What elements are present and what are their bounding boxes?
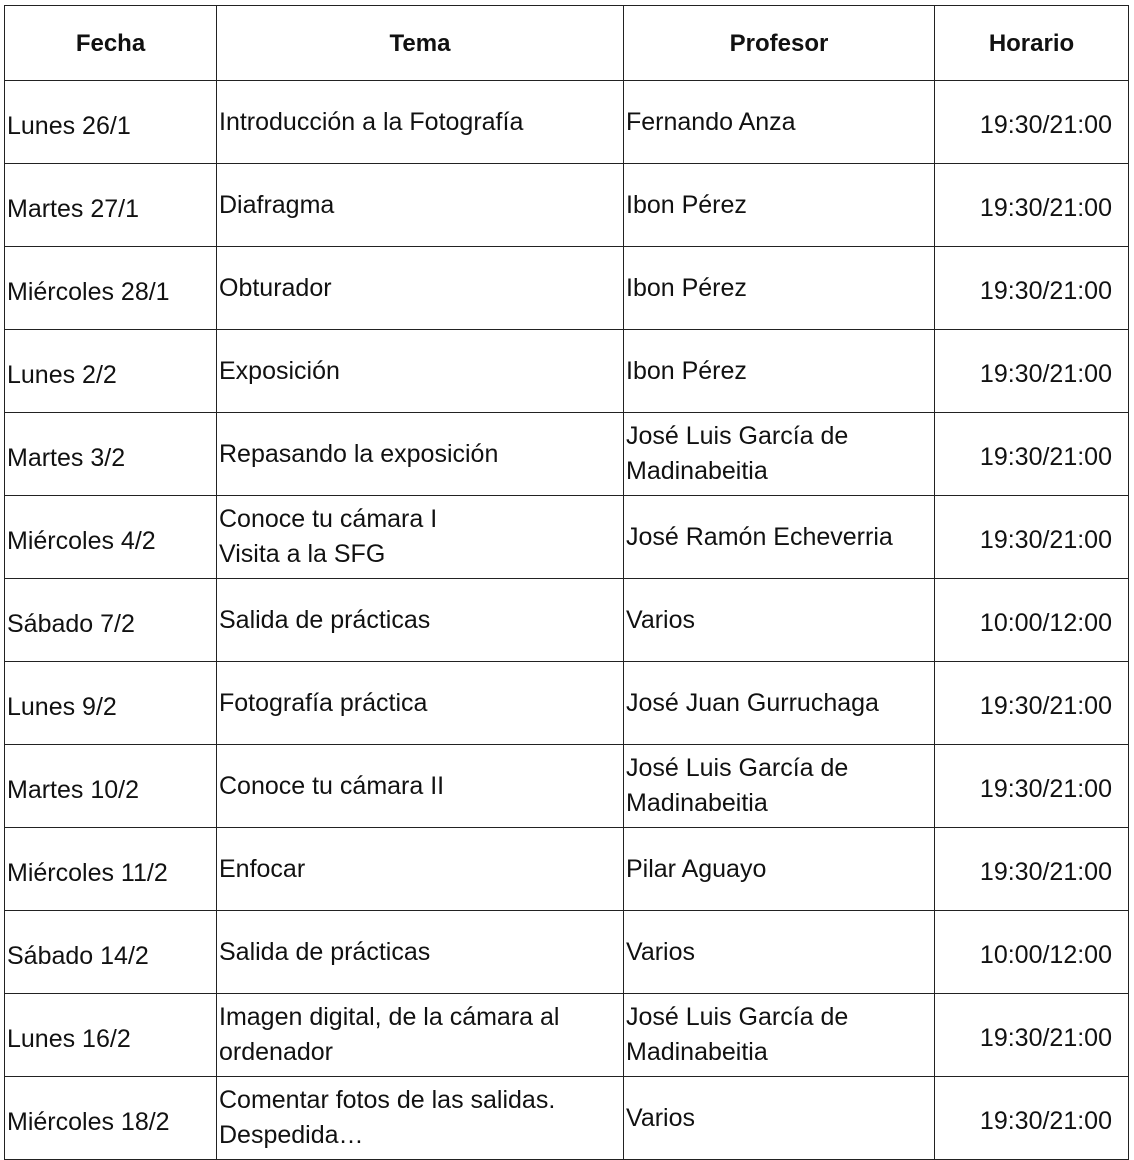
cell-fecha: Miércoles 18/2	[5, 1077, 217, 1160]
cell-horario: 19:30/21:00	[935, 1077, 1129, 1160]
table-row	[5, 330, 1129, 413]
header-row	[5, 6, 1129, 81]
tema-line: Despedida…	[219, 1121, 364, 1149]
tema-line: Comentar fotos de las salidas.	[219, 1086, 556, 1114]
cell-fecha: Lunes 9/2	[5, 662, 217, 745]
cell-tema	[217, 579, 624, 662]
cell-profesor	[624, 496, 935, 579]
cell-tema	[217, 81, 624, 164]
cell-fecha: Martes 27/1	[5, 164, 217, 247]
table-row	[5, 662, 1129, 745]
cell-profesor	[624, 413, 935, 496]
table-row	[5, 81, 1129, 164]
header-horario: Horario	[935, 6, 1129, 81]
profesor-line: José Juan Gurruchaga	[626, 688, 879, 717]
tema-line: Obturador	[219, 273, 332, 302]
cell-horario: 19:30/21:00	[935, 164, 1129, 247]
profesor-line: José Luis García de	[626, 754, 849, 782]
profesor-line: Madinabeitia	[626, 789, 768, 817]
cell-fecha: Martes 3/2	[5, 413, 217, 496]
profesor-line: Pilar Aguayo	[626, 854, 767, 883]
cell-tema	[217, 662, 624, 745]
tema-line: Repasando la exposición	[219, 439, 499, 468]
cell-horario: 19:30/21:00	[935, 330, 1129, 413]
cell-profesor	[624, 247, 935, 330]
cell-horario: 19:30/21:00	[935, 745, 1129, 828]
profesor-line: José Luis García de	[626, 422, 849, 450]
tema-line: ordenador	[219, 1038, 333, 1066]
cell-tema	[217, 330, 624, 413]
cell-horario: 19:30/21:00	[935, 662, 1129, 745]
tema-line: Diafragma	[219, 190, 335, 219]
tema-line: Imagen digital, de la cámara al	[219, 1003, 560, 1031]
cell-horario: 10:00/12:00	[935, 911, 1129, 994]
cell-tema	[217, 164, 624, 247]
profesor-line: Fernando Anza	[626, 107, 796, 136]
cell-tema	[217, 496, 624, 579]
cell-profesor	[624, 828, 935, 911]
cell-horario: 19:30/21:00	[935, 247, 1129, 330]
cell-fecha: Miércoles 28/1	[5, 247, 217, 330]
profesor-line: Ibon Pérez	[626, 356, 747, 385]
cell-fecha: Miércoles 11/2	[5, 828, 217, 911]
cell-tema	[217, 1077, 624, 1160]
table-row	[5, 496, 1129, 579]
table-header	[5, 6, 1129, 81]
schedule-table	[4, 5, 1129, 1160]
profesor-line: José Ramón Echeverria	[626, 522, 893, 551]
cell-tema	[217, 994, 624, 1077]
cell-profesor	[624, 745, 935, 828]
cell-horario: 10:00/12:00	[935, 579, 1129, 662]
header-profesor: Profesor	[624, 6, 935, 81]
cell-profesor	[624, 911, 935, 994]
profesor-line: José Luis García de	[626, 1003, 849, 1031]
cell-horario: 19:30/21:00	[935, 413, 1129, 496]
tema-line: Introducción a la Fotografía	[219, 107, 524, 136]
cell-fecha: Martes 10/2	[5, 745, 217, 828]
cell-fecha: Lunes 26/1	[5, 81, 217, 164]
header-tema: Tema	[217, 6, 624, 81]
tema-line: Fotografía práctica	[219, 688, 428, 717]
cell-tema	[217, 247, 624, 330]
cell-profesor	[624, 579, 935, 662]
tema-line: Enfocar	[219, 854, 306, 883]
table-row	[5, 911, 1129, 994]
tema-line: Exposición	[219, 356, 340, 385]
table-row	[5, 413, 1129, 496]
cell-horario: 19:30/21:00	[935, 81, 1129, 164]
profesor-line: Madinabeitia	[626, 457, 768, 485]
cell-profesor	[624, 330, 935, 413]
cell-tema	[217, 745, 624, 828]
tema-line: Salida de prácticas	[219, 937, 431, 966]
cell-tema	[217, 911, 624, 994]
profesor-line: Varios	[626, 1103, 696, 1132]
table-row	[5, 994, 1129, 1077]
tema-line: Conoce tu cámara II	[219, 771, 445, 800]
table-row	[5, 164, 1129, 247]
cell-profesor	[624, 1077, 935, 1160]
tema-line: Salida de prácticas	[219, 605, 431, 634]
cell-fecha: Lunes 16/2	[5, 994, 217, 1077]
table-body	[5, 81, 1129, 1160]
cell-tema	[217, 413, 624, 496]
cell-profesor	[624, 994, 935, 1077]
cell-fecha: Sábado 7/2	[5, 579, 217, 662]
cell-tema	[217, 828, 624, 911]
profesor-line: Ibon Pérez	[626, 190, 747, 219]
profesor-line: Varios	[626, 605, 696, 634]
cell-horario: 19:30/21:00	[935, 828, 1129, 911]
header-fecha: Fecha	[5, 6, 217, 81]
table-row	[5, 579, 1129, 662]
cell-fecha: Miércoles 4/2	[5, 496, 217, 579]
tema-line: Conoce tu cámara I	[219, 505, 438, 533]
profesor-line: Varios	[626, 937, 696, 966]
profesor-line: Ibon Pérez	[626, 273, 747, 302]
cell-horario: 19:30/21:00	[935, 496, 1129, 579]
cell-fecha: Sábado 14/2	[5, 911, 217, 994]
cell-horario: 19:30/21:00	[935, 994, 1129, 1077]
cell-fecha: Lunes 2/2	[5, 330, 217, 413]
cell-profesor	[624, 164, 935, 247]
cell-profesor	[624, 662, 935, 745]
table-row	[5, 247, 1129, 330]
table-row	[5, 1077, 1129, 1160]
profesor-line: Madinabeitia	[626, 1038, 768, 1066]
table-row	[5, 828, 1129, 911]
cell-profesor	[624, 81, 935, 164]
tema-line: Visita a la SFG	[219, 540, 386, 568]
table-row	[5, 745, 1129, 828]
